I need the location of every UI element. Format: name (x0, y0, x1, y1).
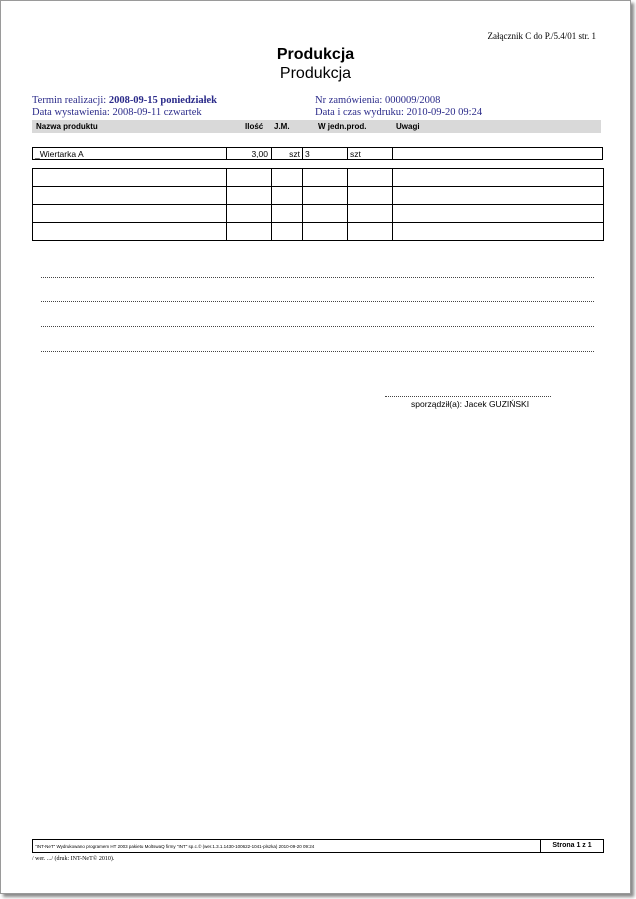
notes-line (41, 326, 594, 327)
row-prod-unit: szt (350, 149, 361, 159)
table-header (32, 120, 601, 133)
row-product-name: _Wiertarka A (35, 149, 84, 159)
wydruk-label: Data i czas wydruku: (315, 107, 404, 118)
signature-line (385, 396, 551, 397)
grid-line (392, 169, 393, 240)
page-footer (32, 839, 604, 853)
version-note: / wer. .../ (druk: INT-NeT© 2010). (32, 856, 115, 862)
page-number: Strona 1 z 1 (540, 840, 603, 852)
row-qty: 3,00 (251, 149, 268, 159)
header-jm: J.M. (274, 122, 290, 131)
signature-text: sporządził(a): Jacek GUZIŃSKI (411, 399, 530, 409)
notes-line (41, 277, 594, 278)
document-subtitle: Produkcja (279, 65, 352, 82)
footer-text: "INT-NeT" Wydrukowano programem HT 2003 pakietu MoltswaQ firmy "INT" sp.c.© (wer.1.3.1.1430-100622-1041-plszka) 2010-09-20 09:24 (35, 844, 315, 849)
wydruk-value: 2010-09-20 09:24 (406, 107, 483, 118)
grid-line (33, 186, 603, 187)
data-wystawienia (32, 107, 202, 118)
nr-label: Nr zamówienia: (315, 95, 383, 106)
grid-line (347, 169, 348, 240)
notes-line (41, 351, 594, 352)
row-qty-cell (226, 148, 271, 159)
header-nazwa: Nazwa produktu (36, 122, 98, 131)
attachment-reference: Załącznik C do P./5.4/01 str. 1 (487, 31, 596, 41)
data-label: Data wystawienia: (32, 107, 110, 118)
notes-line (41, 301, 594, 302)
row-prod-unit-cell (347, 148, 392, 159)
row-unit: szt (289, 149, 300, 159)
row-prod-qty: 3 (305, 149, 310, 159)
nr-value: 000009/2008 (384, 95, 441, 106)
row-unit-cell (271, 148, 302, 159)
document-title: Produkcja (276, 46, 355, 63)
data-value: 2008-09-11 czwartek (112, 107, 202, 118)
header-uwagi: Uwagi (396, 122, 420, 131)
grid-line (33, 222, 603, 223)
grid-line (302, 169, 303, 240)
termin-label: Termin realizacji: (32, 95, 107, 106)
header-ilosc: Ilość (245, 122, 264, 131)
termin-realizacji (32, 95, 217, 106)
table-row (32, 147, 603, 160)
row-notes-cell (392, 148, 602, 159)
grid-line (271, 169, 272, 240)
row-prod-qty-cell (302, 148, 347, 159)
termin-value: 2008-09-15 poniedziałek (108, 95, 218, 106)
header-w-jedn-prod: W jedn.prod. (318, 122, 367, 131)
empty-rows-grid (32, 168, 604, 241)
grid-line (33, 204, 603, 205)
data-wydruku (315, 107, 482, 118)
grid-line (226, 169, 227, 240)
nr-zamowienia (315, 95, 440, 106)
